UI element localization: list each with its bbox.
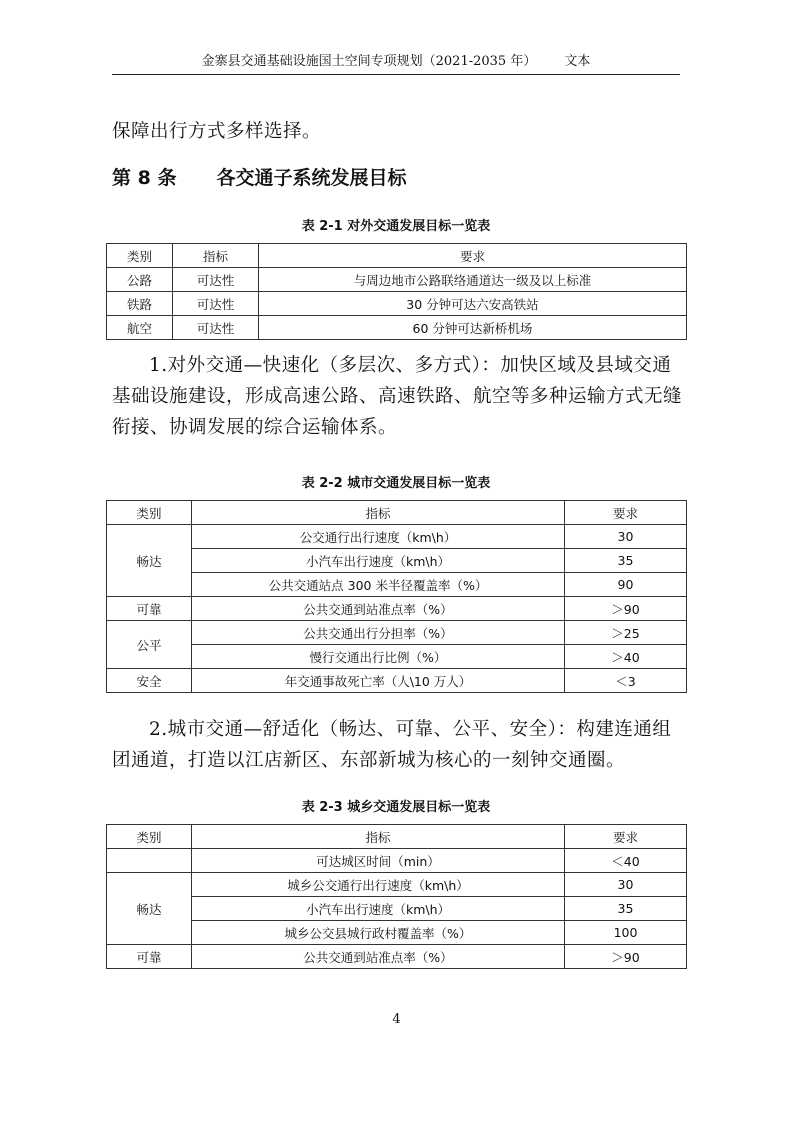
- intro-line: 保障出行方式多样选择。: [112, 121, 322, 142]
- header-cell: 指标: [173, 244, 259, 268]
- page-number: 4: [392, 1012, 401, 1027]
- paragraph-external-traffic: 1.对外交通—快速化（多层次、多方式）：加快区域及县域交通基础设施建设，形成高速公路、高速铁路、航空等多种运输方式无缝衔接、协调发展的综合运输体系。: [112, 355, 683, 438]
- indicator-cell: 可达性: [173, 316, 259, 340]
- indicator-cell: 年交通事故死亡率（人\10 万人）: [192, 669, 565, 693]
- category-cell: 铁路: [107, 292, 173, 316]
- requirement-cell: ＞40: [565, 645, 687, 669]
- category-cell: 公路: [107, 268, 173, 292]
- header-title: 金寨县交通基础设施国土空间专项规划（2021-2035 年）: [201, 54, 537, 69]
- table-header-row: [107, 244, 687, 268]
- header-cell: 类别: [107, 244, 173, 268]
- table-urban-rural-traffic: [106, 824, 687, 969]
- indicator-cell: 公共交通到站准点率（%）: [192, 945, 565, 969]
- requirement-cell: ＜3: [565, 669, 687, 693]
- table-row: [107, 573, 687, 597]
- category-cell: 可靠: [107, 945, 192, 969]
- header-tag: 文本: [564, 54, 591, 69]
- table1-caption: 表 2-1 对外交通发展目标一览表: [301, 219, 491, 234]
- table-row: [107, 645, 687, 669]
- requirement-cell: 35: [565, 549, 687, 573]
- requirement-cell: 60 分钟可达新桥机场: [259, 316, 687, 340]
- indicator-cell: 公共交通出行分担率（%）: [192, 621, 565, 645]
- category-cell: 可靠: [107, 597, 192, 621]
- header-cell: 类别: [107, 501, 192, 525]
- table-row: [107, 873, 687, 897]
- requirement-cell: 30: [565, 525, 687, 549]
- requirement-cell: 90: [565, 573, 687, 597]
- table-row: [107, 525, 687, 549]
- table-row: [107, 669, 687, 693]
- table-header-row: [107, 501, 687, 525]
- indicator-cell: 慢行交通出行比例（%）: [192, 645, 565, 669]
- category-cell: 安全: [107, 669, 192, 693]
- requirement-cell: ＜40: [565, 849, 687, 873]
- table-header-row: [107, 825, 687, 849]
- category-cell: 公平: [107, 621, 192, 669]
- requirement-cell: 30 分钟可达六安高铁站: [259, 292, 687, 316]
- table-row: [107, 292, 687, 316]
- header-cell: 指标: [192, 825, 565, 849]
- article-number: 第 8 条: [112, 167, 177, 189]
- requirement-cell: ＞90: [565, 597, 687, 621]
- indicator-cell: 公共交通到站准点率（%）: [192, 597, 565, 621]
- table-row: [107, 849, 687, 873]
- indicator-cell: 公共交通站点 300 米半径覆盖率（%）: [192, 573, 565, 597]
- requirement-cell: 35: [565, 897, 687, 921]
- indicator-cell: 可达性: [173, 268, 259, 292]
- table-row: [107, 621, 687, 645]
- indicator-cell: 城乡公交通行出行速度（km\h）: [192, 873, 565, 897]
- article-heading: [112, 163, 406, 190]
- header-cell: 类别: [107, 825, 192, 849]
- category-cell: [107, 849, 192, 873]
- table-row: [107, 897, 687, 921]
- requirement-cell: 100: [565, 921, 687, 945]
- table-external-traffic: [106, 243, 687, 340]
- indicator-cell: 小汽车出行速度（km\h）: [192, 549, 565, 573]
- requirement-cell: 30: [565, 873, 687, 897]
- table3-caption: 表 2-3 城乡交通发展目标一览表: [301, 800, 491, 815]
- article-title: 各交通子系统发展目标: [216, 167, 407, 189]
- header-cell: 要求: [565, 825, 687, 849]
- indicator-cell: 公交通行出行速度（km\h）: [192, 525, 565, 549]
- requirement-cell: 与周边地市公路联络通道达一级及以上标准: [259, 268, 687, 292]
- table-row: [107, 549, 687, 573]
- category-cell: 航空: [107, 316, 173, 340]
- indicator-cell: 小汽车出行速度（km\h）: [192, 897, 565, 921]
- header-cell: 指标: [192, 501, 565, 525]
- paragraph-urban-traffic: 2.城市交通—舒适化（畅达、可靠、公平、安全）：构建连通组团通道，打造以江店新区、东部新城为核心的一刻钟交通圈。: [112, 719, 672, 771]
- table-row: [107, 268, 687, 292]
- table-row: [107, 921, 687, 945]
- table-row: [107, 316, 687, 340]
- indicator-cell: 城乡公交县城行政村覆盖率（%）: [192, 921, 565, 945]
- requirement-cell: ＞90: [565, 945, 687, 969]
- requirement-cell: ＞25: [565, 621, 687, 645]
- page-header: [112, 52, 680, 75]
- indicator-cell: 可达城区时间（min）: [192, 849, 565, 873]
- table-row: [107, 597, 687, 621]
- header-cell: 要求: [259, 244, 687, 268]
- table-row: [107, 945, 687, 969]
- table-urban-traffic: [106, 500, 687, 693]
- header-cell: 要求: [565, 501, 687, 525]
- table2-caption: 表 2-2 城市交通发展目标一览表: [301, 476, 491, 491]
- category-cell: 畅达: [107, 525, 192, 597]
- indicator-cell: 可达性: [173, 292, 259, 316]
- category-cell: 畅达: [107, 873, 192, 945]
